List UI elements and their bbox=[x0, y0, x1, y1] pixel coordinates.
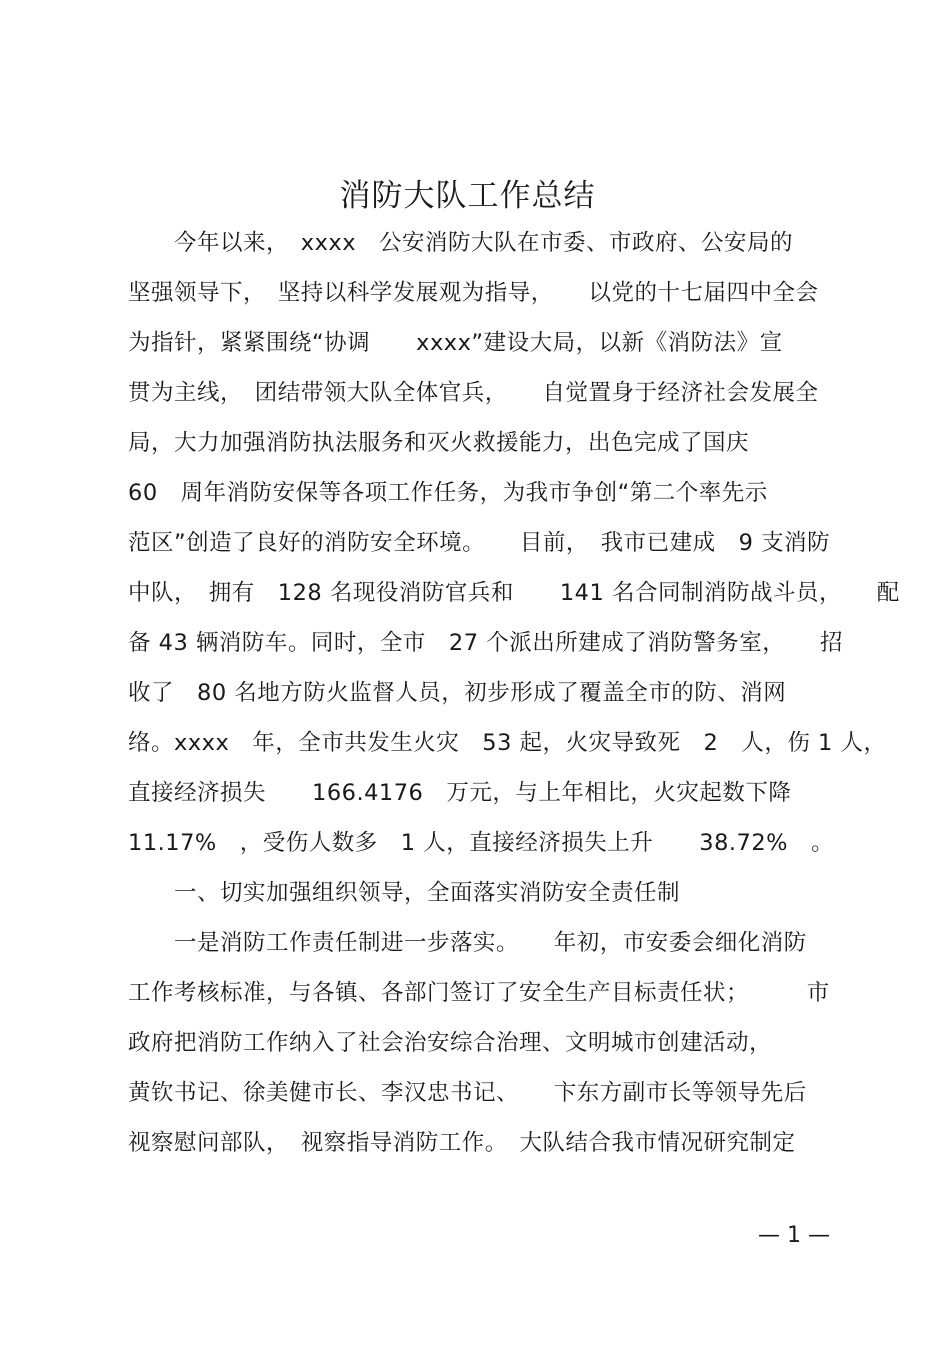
body-line: 60 周年消防安保等各项工作任务，为我市争创“第二个率先示 bbox=[128, 480, 768, 506]
body-line: 络。xxxx 年，全市共发生火灾 53 起，火灾导致死 2 人，伤 1 人， bbox=[128, 730, 887, 756]
body-line: 坚强领导下， 坚持以科学发展观为指导， 以党的十七届四中全会 bbox=[128, 280, 819, 306]
body-line: 为指针，紧紧围绕“协调 xxxx”建设大局，以新《消防法》宣 bbox=[128, 330, 783, 356]
body-line: 工作考核标准，与各镇、各部门签订了安全生产目标责任状； 市 bbox=[128, 980, 830, 1006]
document-title: 消防大队工作总结 bbox=[339, 178, 596, 214]
page-number: — 1 — bbox=[758, 1223, 830, 1248]
body-line: 局，大力加强消防执法服务和灭火救援能力，出色完成了国庆 bbox=[128, 430, 750, 456]
body-line: 政府把消防工作纳入了社会治安综合治理、文明城市创建活动， bbox=[128, 1030, 773, 1056]
section-heading: 一、切实加强组织领导，全面落实消防安全责任制 bbox=[128, 880, 681, 906]
body-line: 贯为主线， 团结带领大队全体官兵， 自觉置身于经济社会发展全 bbox=[128, 380, 819, 406]
body-line: 收了 80 名地方防火监督人员，初步形成了覆盖全市的防、消网 bbox=[128, 680, 787, 706]
body-line: 今年以来， xxxx 公安消防大队在市委、市政府、公安局的 bbox=[128, 230, 794, 256]
body-line: 直接经济损失 166.4176 万元，与上年相比，火灾起数下降 bbox=[128, 780, 792, 806]
body-line: 中队， 拥有 128 名现役消防官兵和 141 名合同制消防战斗员， 配 bbox=[128, 580, 900, 606]
body-line: 11.17% ，受伤人数多 1 人，直接经济损失上升 38.72% 。 bbox=[128, 830, 835, 856]
body-line: 黄钦书记、徐美健市长、李汉忠书记、 卞东方副市长等领导先后 bbox=[128, 1080, 807, 1106]
body-line: 范区”创造了良好的消防安全环境。 目前， 我市已建成 9 支消防 bbox=[128, 530, 831, 556]
body-line: 备 43 辆消防车。同时，全市 27 个派出所建成了消防警务室， 招 bbox=[128, 630, 843, 656]
body-line: 一是消防工作责任制进一步落实。 年初，市安委会细化消防 bbox=[128, 930, 807, 956]
body-line: 视察慰问部队， 视察指导消防工作。 大队结合我市情况研究制定 bbox=[128, 1130, 796, 1156]
